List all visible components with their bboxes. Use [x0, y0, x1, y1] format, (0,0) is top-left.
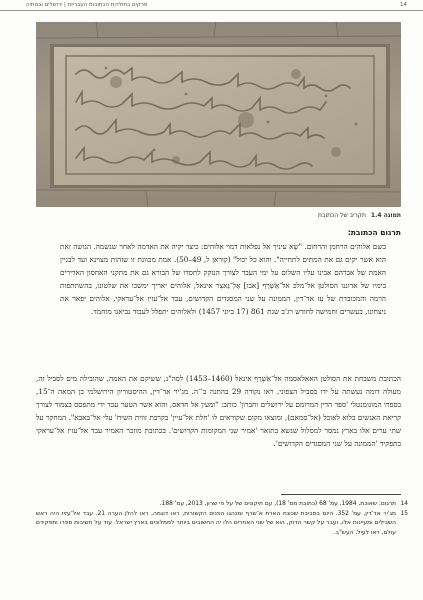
figure-number: תמונה 1.4: [370, 212, 401, 219]
figure-caption-text: תקריב של הכתובת: [318, 212, 366, 219]
translation-paragraph: בשם אלוהים הרחמן והרחום. "שָׂא עיניך אל נפלאות דמוי אלוהים: כיצד יקיה את האדמה לאחר שנשמה. הנושה זאת הוא אשר יקים גם את המתים לתחייה". והוא כל יכול" (קוראן ל, 49–50). אמת מכוונת זו שזהות מצוינא ועד לבניין האמת של אברהם אבינו עליו השלום על ימי העבד לצורך הנזקק לחסדו של הבורא גם את מתקני האחסון האדירים בימיו של אדוננו הסולטן אל־מלכּ אל־אַשְׁרַף [אבו] אַלְ־נַּאצְר אינאל, אלוהים יאריך ימשכו את שלטונו, בהשתתפות הרמה והמכובדת של עז אד־דין, הממונה על שני המסגדים הקדושים, עבד אל־עזיז אל־עראקי, אלוהים יפאר את ניצחונו, בעשרים וחמישה לחודש רג'ב שנת 861 (17 ביוני 1457) ולאלוהים יתפלל לעבוד נביאנו מוחמד.: [60, 242, 386, 316]
footnote-number: 14: [400, 501, 408, 507]
running-title: פרקים בתולדות הכתובות העבריות | ירושלים ובנותיה: [26, 2, 148, 8]
footnotes: [36, 500, 408, 538]
page-number: 14: [400, 2, 407, 8]
figure-caption: [36, 212, 401, 219]
running-header: [0, 0, 423, 11]
footnote-rule: [281, 494, 401, 495]
body-paragraph: הכתובת משבחת את הסולטן האאלאסמה אל־אַשְׁרַף אינאל (1460–1453) לסה"נ, ששיקם את האמה, שהובילה מים לסביל זה, מעולה דומה נעשתה על ידו בסביל הצפוני, ראו נקודה 29 בהתנה ב'־ה. מג'יר אד־דין, ההיסטוריון הירושלמי בן המאה ה־15, בספרו המונומנטלי 'ספר הדין המרומם על ירושלים וחברון' כותב: "ומעין אל חדאס, והוא אשר הטער עבד ידי מתפסס בצמוד לצורך קריאת האנשים בלוא לאוכל (אל־סמאם), ומוצאו מקום שקוראים לו 'חלת אל־עיין' בקרבת זווית השיח' עלי אל־באבא". המחקר על שתי ערים אלו בארץ נמסר למסלול שנשא בתואר 'אמיר שני המקומות הקדושים'. בכתובת מוזכר האמיר עבד אל־עזיז אל־עראקי בתפקיד 'הממונה על שני המסגדים הקדושים'.: [36, 374, 401, 448]
footnote-text: תרגום: שאוכת, 1984, עמ' 68 (כתובת מס' 18), עם תיקונים של על פי שרון, 2013, עמ' 188.: [159, 501, 396, 507]
section-title: תרגום הכתובת:: [347, 228, 401, 237]
footnote-text: מג'יר אד־דין, עמ' 352. היום בסביבת שכונת הארת א־שרף ומנהגו הפנים הקשורות, ראו דוגמה, ראו להלן הערה 21. עבד אל־עזיז היה ראש השבילים ומעיינות אלו, ועבר על קשר הדוק, הוא של שני האחרים הלו יה החשובים ביותר לממלוכים בארץ ישראל. עוד על חשיבות ספרו ותפקידם עולם, ראו לעיל, העש"ב.: [36, 510, 396, 536]
footnote-number: 15: [400, 510, 408, 517]
footnote: [36, 500, 408, 510]
footnote: [36, 510, 408, 539]
inscription-photo: [36, 22, 401, 207]
